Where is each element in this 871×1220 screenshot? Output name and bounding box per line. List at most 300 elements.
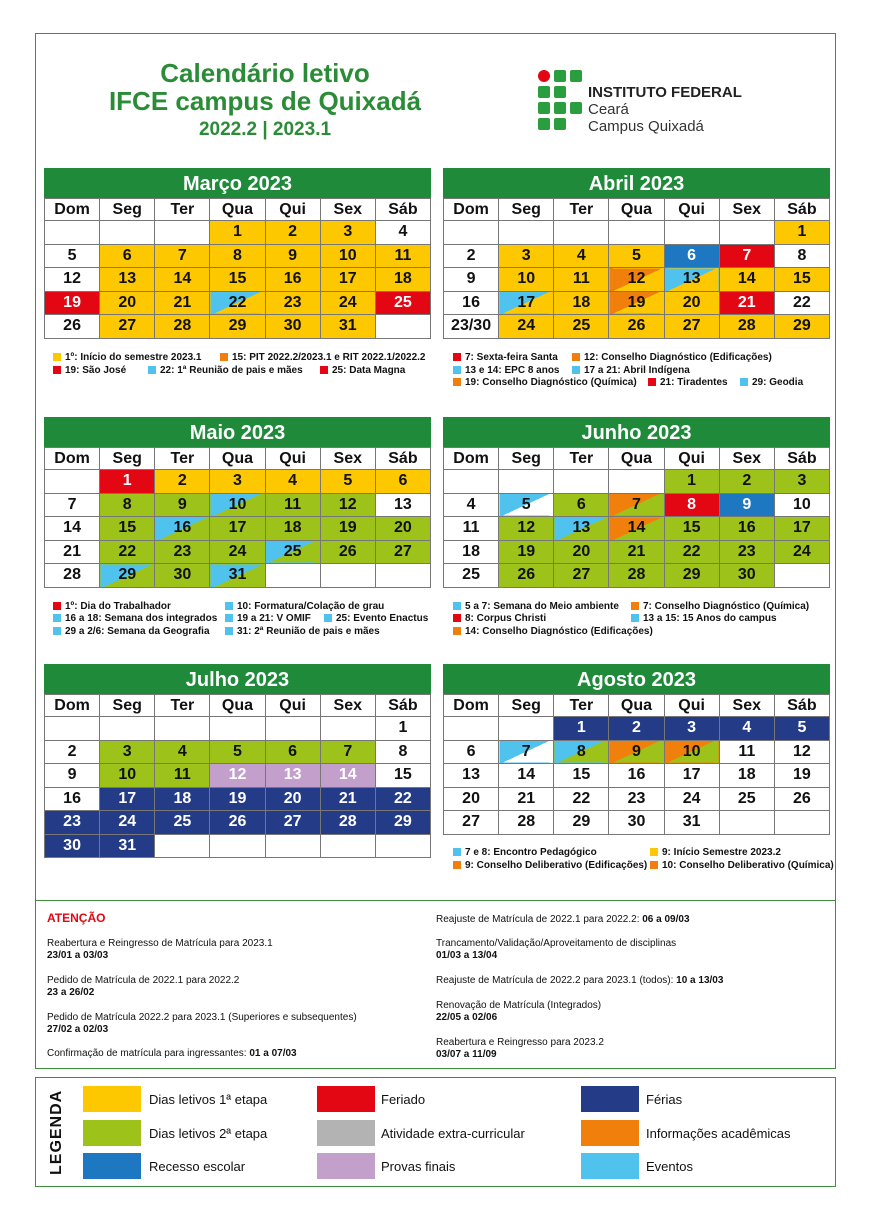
month-junho xyxy=(443,417,830,588)
month-title: Abril 2023 xyxy=(443,168,830,198)
weekday-header: Sex xyxy=(719,199,774,221)
month-title: Março 2023 xyxy=(44,168,431,198)
weekday-header: Sáb xyxy=(375,695,430,717)
note-item: 8: Corpus Christi xyxy=(453,613,546,626)
day-cell: 5 xyxy=(774,717,829,741)
note-item: 22: 1ª Reunião de pais e mães xyxy=(148,365,303,378)
attention-item: Reajuste de Matrícula de 2022.1 para 2022.2: 06 a 09/03 xyxy=(436,914,690,925)
day-cell: 25 xyxy=(155,811,210,835)
note-item: 17 a 21: Abril Indígena xyxy=(572,365,690,378)
day-cell: 8 xyxy=(210,244,265,268)
day-cell: 4 xyxy=(444,493,499,517)
day-cell: 18 xyxy=(265,517,320,541)
weekday-header: Seg xyxy=(100,695,155,717)
day-cell xyxy=(100,221,155,245)
weekday-header: Qua xyxy=(609,448,664,470)
day-cell: 7 xyxy=(609,493,664,517)
day-cell xyxy=(320,564,375,588)
day-cell: 16 xyxy=(265,268,320,292)
day-cell: 23 xyxy=(265,291,320,315)
day-cell xyxy=(210,834,265,858)
day-cell: 8 xyxy=(664,493,719,517)
page-title: Calendário letivo xyxy=(160,58,370,88)
day-cell: 11 xyxy=(719,740,774,764)
day-cell: 10 xyxy=(664,740,719,764)
day-cell: 12 xyxy=(210,764,265,788)
day-cell: 5 xyxy=(45,244,100,268)
day-cell: 11 xyxy=(265,493,320,517)
day-cell: 24 xyxy=(499,315,554,339)
day-cell: 28 xyxy=(45,564,100,588)
day-cell: 15 xyxy=(774,268,829,292)
weekday-header: Ter xyxy=(155,448,210,470)
weekday-header: Sex xyxy=(719,695,774,717)
day-cell xyxy=(320,717,375,741)
legend-swatch xyxy=(581,1120,639,1146)
attention-item: Pedido de Matrícula 2022.2 para 2023.1 (Superiores e subsequentes) 27/02 a 02/03 xyxy=(47,1012,357,1035)
day-cell: 25 xyxy=(554,315,609,339)
day-cell: 9 xyxy=(265,244,320,268)
day-cell xyxy=(155,717,210,741)
day-cell: 29 xyxy=(100,564,155,588)
weekday-header: Sáb xyxy=(774,448,829,470)
day-cell: 22 xyxy=(100,540,155,564)
weekday-header: Qui xyxy=(664,695,719,717)
note-item: 1º: Início do semestre 2023.1 xyxy=(53,352,202,365)
day-cell: 9 xyxy=(444,268,499,292)
day-cell: 4 xyxy=(155,740,210,764)
day-cell: 26 xyxy=(320,540,375,564)
weekday-header: Qui xyxy=(265,695,320,717)
note-item: 10: Conselho Deliberativo (Química) xyxy=(650,860,834,873)
day-cell: 31 xyxy=(320,315,375,339)
day-cell: 4 xyxy=(719,717,774,741)
day-cell: 26 xyxy=(609,315,664,339)
day-cell xyxy=(774,564,829,588)
day-cell: 16 xyxy=(155,517,210,541)
day-cell: 6 xyxy=(100,244,155,268)
note-item: 1º: Dia do Trabalhador xyxy=(53,601,171,614)
day-cell: 30 xyxy=(719,564,774,588)
note-item: 15: PIT 2022.2/2023.1 e RIT 2022.1/2022.2 xyxy=(220,352,425,365)
calendar-grid xyxy=(44,198,431,339)
legend xyxy=(35,1077,836,1187)
weekday-header: Ter xyxy=(554,199,609,221)
weekday-header: Qui xyxy=(664,199,719,221)
note-item: 19 a 21: V OMIF xyxy=(225,613,311,626)
note-item: 10: Formatura/Colação de grau xyxy=(225,601,384,614)
day-cell: 30 xyxy=(265,315,320,339)
day-cell: 13 xyxy=(554,517,609,541)
calendar-grid xyxy=(44,694,431,858)
note-item: 12: Conselho Diagnóstico (Edificações) xyxy=(572,352,772,365)
day-cell: 24 xyxy=(320,291,375,315)
day-cell: 11 xyxy=(155,764,210,788)
day-cell xyxy=(265,717,320,741)
month-title: Junho 2023 xyxy=(443,417,830,447)
day-cell: 19 xyxy=(499,540,554,564)
day-cell xyxy=(499,717,554,741)
day-cell: 10 xyxy=(774,493,829,517)
day-cell: 7 xyxy=(155,244,210,268)
day-cell: 8 xyxy=(375,740,430,764)
day-cell: 12 xyxy=(774,740,829,764)
day-cell: 11 xyxy=(444,517,499,541)
day-cell xyxy=(375,564,430,588)
note-item: 29: Geodia xyxy=(740,377,803,390)
legend-label: Dias letivos 2ª etapa xyxy=(149,1126,268,1141)
day-cell: 10 xyxy=(499,268,554,292)
weekday-header: Qui xyxy=(265,199,320,221)
note-item: 13 a 15: 15 Anos do campus xyxy=(631,613,777,626)
weekday-header: Dom xyxy=(444,695,499,717)
month-marco xyxy=(44,168,431,339)
day-cell: 21 xyxy=(45,540,100,564)
day-cell: 31 xyxy=(100,834,155,858)
day-cell: 20 xyxy=(444,787,499,811)
day-cell: 14 xyxy=(609,517,664,541)
weekday-header: Dom xyxy=(45,199,100,221)
day-cell: 20 xyxy=(554,540,609,564)
day-cell: 28 xyxy=(719,315,774,339)
day-cell: 19 xyxy=(210,787,265,811)
weekday-header: Seg xyxy=(499,199,554,221)
weekday-header: Sáb xyxy=(774,199,829,221)
day-cell: 1 xyxy=(100,470,155,494)
day-cell: 13 xyxy=(100,268,155,292)
day-cell: 26 xyxy=(774,787,829,811)
month-julho xyxy=(44,664,431,858)
day-cell: 7 xyxy=(320,740,375,764)
day-cell: 27 xyxy=(375,540,430,564)
legend-label: Recesso escolar xyxy=(149,1159,246,1174)
weekday-header: Qua xyxy=(210,695,265,717)
day-cell: 30 xyxy=(155,564,210,588)
day-cell: 15 xyxy=(664,517,719,541)
day-cell: 22 xyxy=(210,291,265,315)
note-item: 7: Conselho Diagnóstico (Química) xyxy=(631,601,809,614)
day-cell: 27 xyxy=(664,315,719,339)
note-item: 25: Evento Enactus xyxy=(324,613,428,626)
day-cell: 21 xyxy=(155,291,210,315)
day-cell: 5 xyxy=(499,493,554,517)
day-cell: 30 xyxy=(45,834,100,858)
day-cell: 6 xyxy=(554,493,609,517)
day-cell: 16 xyxy=(444,291,499,315)
weekday-header: Qua xyxy=(210,199,265,221)
day-cell: 1 xyxy=(375,717,430,741)
month-abril xyxy=(443,168,830,339)
note-item: 16 a 18: Semana dos integrados xyxy=(53,613,217,626)
weekday-header: Sáb xyxy=(774,695,829,717)
day-cell: 14 xyxy=(499,764,554,788)
weekday-header: Seg xyxy=(100,448,155,470)
legend-label: Dias letivos 1ª etapa xyxy=(149,1092,268,1107)
day-cell: 22 xyxy=(774,291,829,315)
weekday-header: Sex xyxy=(320,199,375,221)
day-cell: 17 xyxy=(100,787,155,811)
attention-item: Reabertura e Reingresso para 2023.2 03/07 a 11/09 xyxy=(436,1037,604,1060)
note-item: 9: Conselho Deliberativo (Edificações) xyxy=(453,860,647,873)
day-cell xyxy=(320,834,375,858)
weekday-header: Sex xyxy=(719,448,774,470)
day-cell: 24 xyxy=(664,787,719,811)
day-cell: 14 xyxy=(155,268,210,292)
note-item: 19: São José xyxy=(53,365,126,378)
day-cell xyxy=(554,470,609,494)
day-cell: 6 xyxy=(444,740,499,764)
attention-item: Reajuste de Matrícula de 2022.2 para 2023.1 (todos): 10 a 13/03 xyxy=(436,975,724,986)
day-cell: 26 xyxy=(210,811,265,835)
day-cell: 18 xyxy=(444,540,499,564)
day-cell: 9 xyxy=(719,493,774,517)
weekday-header: Seg xyxy=(100,199,155,221)
note-item: 29 a 2/6: Semana da Geografia xyxy=(53,626,210,639)
day-cell: 22 xyxy=(375,787,430,811)
day-cell: 3 xyxy=(210,470,265,494)
day-cell: 28 xyxy=(155,315,210,339)
day-cell: 12 xyxy=(320,493,375,517)
day-cell: 3 xyxy=(664,717,719,741)
day-cell: 2 xyxy=(719,470,774,494)
day-cell: 1 xyxy=(664,470,719,494)
day-cell: 26 xyxy=(499,564,554,588)
day-cell: 3 xyxy=(320,221,375,245)
day-cell: 25 xyxy=(265,540,320,564)
day-cell: 18 xyxy=(375,268,430,292)
day-cell: 22 xyxy=(554,787,609,811)
day-cell xyxy=(45,470,100,494)
day-cell: 12 xyxy=(45,268,100,292)
day-cell xyxy=(444,470,499,494)
legend-swatch xyxy=(83,1086,141,1112)
legend-label: Férias xyxy=(646,1092,683,1107)
day-cell: 7 xyxy=(499,740,554,764)
day-cell: 10 xyxy=(320,244,375,268)
day-cell xyxy=(499,470,554,494)
day-cell: 15 xyxy=(100,517,155,541)
day-cell: 18 xyxy=(719,764,774,788)
day-cell xyxy=(375,834,430,858)
day-cell: 1 xyxy=(554,717,609,741)
day-cell xyxy=(609,470,664,494)
month-maio xyxy=(44,417,431,588)
day-cell: 13 xyxy=(375,493,430,517)
day-cell: 5 xyxy=(320,470,375,494)
weekday-header: Sex xyxy=(320,448,375,470)
day-cell: 23 xyxy=(719,540,774,564)
day-cell: 25 xyxy=(375,291,430,315)
day-cell: 4 xyxy=(554,244,609,268)
day-cell: 8 xyxy=(554,740,609,764)
day-cell: 29 xyxy=(664,564,719,588)
day-cell: 18 xyxy=(155,787,210,811)
day-cell xyxy=(719,811,774,835)
day-cell: 29 xyxy=(375,811,430,835)
day-cell: 1 xyxy=(774,221,829,245)
if-logo-icon xyxy=(538,70,582,132)
day-cell: 15 xyxy=(554,764,609,788)
weekday-header: Sex xyxy=(320,695,375,717)
day-cell xyxy=(774,811,829,835)
legend-label: Feriado xyxy=(381,1092,426,1107)
legend-swatch xyxy=(581,1153,639,1179)
legend-label: Atividade extra-curricular xyxy=(381,1126,525,1141)
day-cell: 27 xyxy=(100,315,155,339)
day-cell xyxy=(719,221,774,245)
weekday-header: Dom xyxy=(444,448,499,470)
day-cell xyxy=(444,717,499,741)
day-cell: 16 xyxy=(609,764,664,788)
attention-item: Renovação de Matrícula (Integrados) 22/05 a 02/06 xyxy=(436,1000,602,1023)
day-cell xyxy=(45,717,100,741)
day-cell: 20 xyxy=(664,291,719,315)
day-cell: 10 xyxy=(210,493,265,517)
legend-swatch xyxy=(317,1153,375,1179)
calendar-grid xyxy=(44,447,431,588)
calendar-grid xyxy=(443,198,830,339)
weekday-header: Ter xyxy=(554,448,609,470)
weekday-header: Dom xyxy=(45,695,100,717)
note-item: 5 a 7: Semana do Meio ambiente xyxy=(453,601,619,614)
day-cell: 10 xyxy=(100,764,155,788)
day-cell: 27 xyxy=(444,811,499,835)
day-cell: 23/30 xyxy=(444,315,499,339)
month-agosto xyxy=(443,664,830,835)
weekday-header: Qua xyxy=(609,199,664,221)
day-cell: 19 xyxy=(774,764,829,788)
day-cell xyxy=(554,221,609,245)
month-title: Maio 2023 xyxy=(44,417,431,447)
legend-label: Provas finais xyxy=(381,1159,456,1174)
day-cell: 19 xyxy=(45,291,100,315)
day-cell: 25 xyxy=(444,564,499,588)
attention-item: Confirmação de matrícula para ingressantes: 01 a 07/03 xyxy=(47,1048,297,1059)
day-cell: 5 xyxy=(210,740,265,764)
day-cell: 17 xyxy=(774,517,829,541)
attention-title: ATENÇÃO xyxy=(47,911,106,925)
attention-item: Reabertura e Reingresso de Matrícula para 2023.1 23/01 a 03/03 xyxy=(47,938,273,961)
day-cell: 2 xyxy=(155,470,210,494)
day-cell: 3 xyxy=(499,244,554,268)
weekday-header: Dom xyxy=(444,199,499,221)
day-cell: 24 xyxy=(100,811,155,835)
day-cell: 17 xyxy=(210,517,265,541)
day-cell: 17 xyxy=(664,764,719,788)
note-item: 13 e 14: EPC 8 anos xyxy=(453,365,560,378)
legend-swatch xyxy=(317,1120,375,1146)
page-subtitle: IFCE campus de Quixadá xyxy=(108,86,422,116)
day-cell: 31 xyxy=(664,811,719,835)
day-cell: 23 xyxy=(45,811,100,835)
page-period: 2022.2 | 2023.1 xyxy=(198,119,332,140)
note-item: 19: Conselho Diagnóstico (Química) xyxy=(453,377,637,390)
weekday-header: Sáb xyxy=(375,448,430,470)
day-cell: 28 xyxy=(609,564,664,588)
weekday-header: Qua xyxy=(210,448,265,470)
day-cell: 6 xyxy=(664,244,719,268)
weekday-header: Ter xyxy=(155,199,210,221)
day-cell: 5 xyxy=(609,244,664,268)
institution-name: INSTITUTO FEDERAL Ceará Campus Quixadá xyxy=(588,84,742,135)
day-cell: 7 xyxy=(719,244,774,268)
day-cell: 27 xyxy=(554,564,609,588)
note-item: 7 e 8: Encontro Pedagógico xyxy=(453,847,597,860)
day-cell: 2 xyxy=(444,244,499,268)
day-cell: 16 xyxy=(45,787,100,811)
day-cell: 29 xyxy=(554,811,609,835)
day-cell: 28 xyxy=(320,811,375,835)
day-cell: 28 xyxy=(499,811,554,835)
day-cell: 19 xyxy=(609,291,664,315)
day-cell: 24 xyxy=(774,540,829,564)
day-cell: 21 xyxy=(609,540,664,564)
day-cell: 12 xyxy=(609,268,664,292)
day-cell: 24 xyxy=(210,540,265,564)
legend-title: LEGENDA xyxy=(48,1089,65,1175)
day-cell: 27 xyxy=(265,811,320,835)
day-cell xyxy=(375,315,430,339)
day-cell: 9 xyxy=(155,493,210,517)
day-cell: 8 xyxy=(774,244,829,268)
month-title: Julho 2023 xyxy=(44,664,431,694)
day-cell: 21 xyxy=(719,291,774,315)
day-cell: 16 xyxy=(719,517,774,541)
weekday-header: Qui xyxy=(664,448,719,470)
day-cell: 17 xyxy=(499,291,554,315)
day-cell: 30 xyxy=(609,811,664,835)
day-cell: 14 xyxy=(320,764,375,788)
day-cell: 23 xyxy=(155,540,210,564)
day-cell: 11 xyxy=(554,268,609,292)
day-cell xyxy=(444,221,499,245)
day-cell: 6 xyxy=(375,470,430,494)
calendar-grid xyxy=(443,447,830,588)
day-cell: 3 xyxy=(774,470,829,494)
day-cell: 9 xyxy=(609,740,664,764)
day-cell: 1 xyxy=(210,221,265,245)
day-cell: 25 xyxy=(719,787,774,811)
day-cell: 22 xyxy=(664,540,719,564)
day-cell: 13 xyxy=(444,764,499,788)
weekday-header: Seg xyxy=(499,695,554,717)
day-cell: 20 xyxy=(100,291,155,315)
legend-swatch xyxy=(317,1086,375,1112)
day-cell: 7 xyxy=(45,493,100,517)
day-cell: 2 xyxy=(265,221,320,245)
day-cell xyxy=(664,221,719,245)
attention-item: Pedido de Matrícula de 2022.1 para 2022.2 23 a 26/02 xyxy=(47,975,240,998)
day-cell: 11 xyxy=(375,244,430,268)
day-cell xyxy=(210,717,265,741)
day-cell: 26 xyxy=(45,315,100,339)
day-cell: 12 xyxy=(499,517,554,541)
day-cell: 15 xyxy=(210,268,265,292)
day-cell: 13 xyxy=(265,764,320,788)
note-item: 9: Início Semestre 2023.2 xyxy=(650,847,781,860)
day-cell: 19 xyxy=(320,517,375,541)
day-cell: 13 xyxy=(664,268,719,292)
legend-swatch xyxy=(83,1153,141,1179)
day-cell: 14 xyxy=(45,517,100,541)
weekday-header: Seg xyxy=(499,448,554,470)
note-item: 25: Data Magna xyxy=(320,365,405,378)
day-cell: 4 xyxy=(265,470,320,494)
day-cell: 14 xyxy=(719,268,774,292)
weekday-header: Sáb xyxy=(375,199,430,221)
attention-item: Trancamento/Validação/Aproveitamento de disciplinas 01/03 a 13/04 xyxy=(436,938,677,961)
legend-label: Eventos xyxy=(646,1159,693,1174)
